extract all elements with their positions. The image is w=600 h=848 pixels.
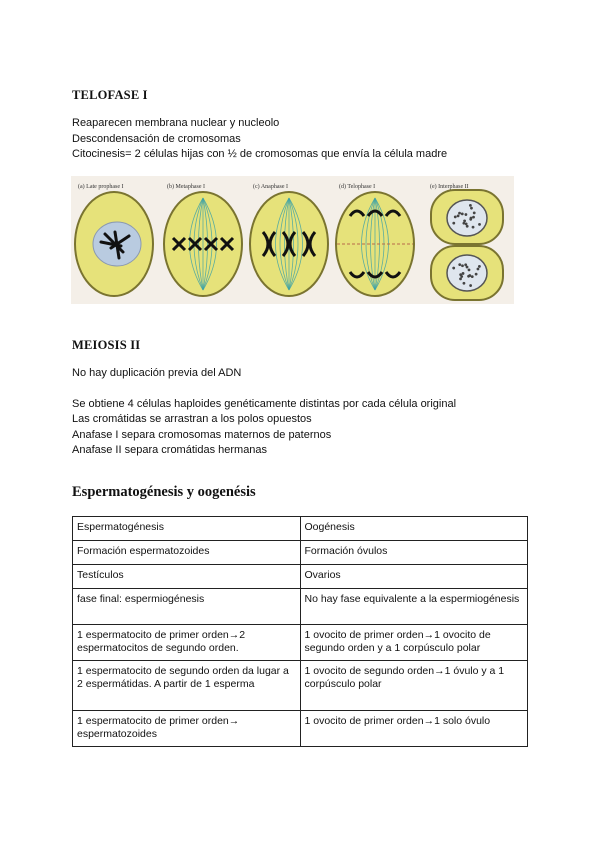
table-row — [73, 541, 528, 565]
chromatin-dot — [467, 275, 470, 278]
table-cell: Formación óvulos — [300, 541, 528, 565]
chromatin-dot — [471, 275, 474, 278]
chromatin-dot — [461, 264, 464, 267]
comparison-table — [72, 516, 528, 747]
nucleus — [447, 200, 487, 236]
table-row — [73, 625, 528, 661]
table-cell: fase final: espermiogénesis — [73, 589, 301, 625]
table-cell: 1 espermatocito de primer orden→ espermatozoides — [73, 711, 301, 747]
table-cell: 1 ovocito de segundo orden→1 óvulo y a 1 corpúsculo polar — [300, 661, 528, 711]
meiosis-line: Se obtiene 4 células haploides genéticamente distintas por cada célula original — [72, 397, 457, 410]
meiosis-line: Anafase II separa cromátidas hermanas — [72, 444, 268, 456]
chromatin-dot — [457, 214, 460, 217]
cell-2 — [164, 192, 242, 296]
chromatin-dot — [472, 216, 475, 219]
meiosis-line: Anafase I separa cromosomas maternos de paternos — [72, 428, 332, 441]
chromatin-dot — [468, 268, 471, 271]
table-cell: Testículos — [73, 565, 301, 589]
panel-label: (d) Telophase I — [339, 184, 376, 190]
chromatin-dot — [462, 222, 465, 225]
meiosis-line: No hay duplicación previa del ADN — [72, 367, 242, 379]
panel-label: (a) Late prophase I — [78, 184, 124, 190]
chromatin-dot — [454, 215, 457, 218]
chromatin-dot — [472, 226, 475, 229]
table-cell: Espermatogénesis — [73, 517, 301, 541]
chromatin-dot — [478, 265, 481, 268]
chromatin-dot — [478, 223, 481, 226]
chromatin-dot — [466, 225, 469, 228]
panel-label: (e) Interphase II — [430, 184, 469, 190]
chromatin-dot — [469, 218, 472, 221]
chromatin-dot — [452, 222, 455, 225]
telofase-line: Reaparecen membrana nuclear y nucleolo — [72, 117, 280, 129]
table-cell: 1 ovocito de primer orden→1 solo óvulo — [300, 711, 528, 747]
telofase-heading: TELOFASE I — [72, 88, 148, 102]
telofase-line: Citocinesis= 2 células hijas con ½ de cromosomas que envía la célula madre — [72, 148, 448, 160]
telofase-lines — [72, 116, 447, 163]
chromatin-dot — [459, 277, 462, 280]
chromatin-dot — [462, 272, 465, 275]
table-cell: 1 espermatocito de segundo orden da lugar a 2 espermátidas. A partir de 1 esperma — [73, 661, 301, 711]
table-row — [73, 565, 528, 589]
table-cell: Ovarios — [300, 565, 528, 589]
chromatin-dot — [469, 284, 472, 287]
chromatin-dot — [463, 282, 466, 285]
table-cell: Oogénesis — [300, 517, 528, 541]
meiosis-line: Las cromátidas se arrastran a los polos opuestos — [72, 413, 312, 425]
meiosis-heading: MEIOSIS II — [72, 338, 141, 352]
chromatin-dot — [458, 263, 461, 266]
nucleus — [447, 255, 487, 291]
chromatin-dot — [473, 211, 476, 214]
telofase-line: Descondensación de cromosomas — [72, 132, 241, 145]
chromatin-dot — [464, 213, 467, 216]
panel-label: (c) Anaphase I — [253, 184, 288, 190]
chromatin-dot — [452, 267, 455, 270]
table-row — [73, 517, 528, 541]
chromatin-dot — [470, 207, 473, 210]
table-row — [73, 589, 528, 625]
meiosis-illustration — [71, 176, 514, 304]
table-row — [73, 661, 528, 711]
chromatin-dot — [458, 212, 461, 215]
chromatin-dot — [475, 273, 478, 276]
table-row — [73, 711, 528, 747]
meiosis-lines — [72, 366, 456, 459]
table-cell: 1 ovocito de primer orden→1 ovocito de segundo orden y a 1 corpúsculo polar — [300, 625, 528, 661]
meiosis-phases-diagram — [71, 176, 514, 304]
panel-label: (b) Metaphase I — [167, 184, 205, 190]
chromatin-dot — [459, 273, 462, 276]
chromatin-dot — [464, 263, 467, 266]
table-cell: Formación espermatozoides — [73, 541, 301, 565]
chromatin-dot — [461, 212, 464, 215]
table-cell: No hay fase equivalente a la espermiogénesis — [300, 589, 528, 625]
chromatin-dot — [477, 268, 480, 271]
espermatogenesis-heading: Espermatogénesis y oogenésis — [72, 484, 256, 500]
table-cell: 1 espermatocito de primer orden→2 espermatocitos de segundo orden. — [73, 625, 301, 661]
chromatin-dot — [469, 204, 472, 207]
